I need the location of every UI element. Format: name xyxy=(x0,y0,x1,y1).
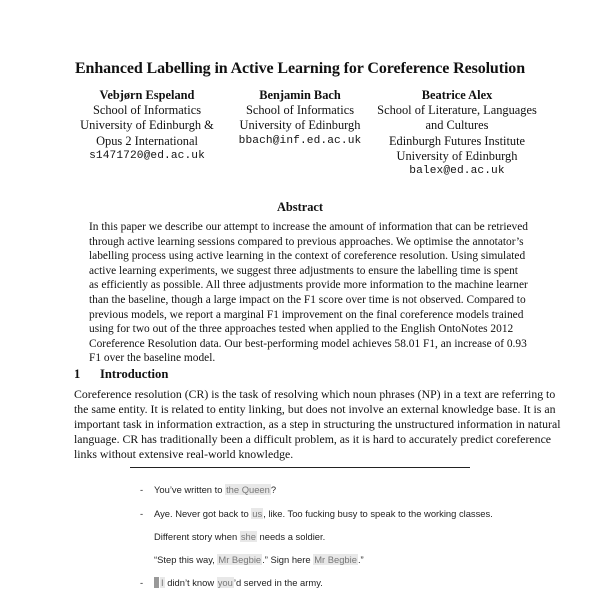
abstract-line: active learning experiments, we suggest three adjustments to ensure the labelling time is spent xyxy=(89,264,518,277)
mention-span[interactable]: you xyxy=(217,577,233,588)
author-affiliation: Opus 2 International xyxy=(96,133,198,148)
figure-top-rule xyxy=(130,467,470,468)
intro-line: Coreference resolution (CR) is the task of resolving which noun phrases (NP) in a text are referring to xyxy=(74,387,556,401)
dialogue-text xyxy=(154,554,364,565)
abstract-line: through active learning sessions compared to previous approaches. We optimise the annotator’s xyxy=(89,235,524,248)
dialogue-text xyxy=(154,484,276,495)
dialogue-segment: You’ve written to xyxy=(154,484,226,495)
author-block-2 xyxy=(228,88,372,149)
abstract-line: than the baseline, though a large impact on the F1 score over time is not observed. Compared to xyxy=(89,293,526,306)
dialogue-segment: “Step this way, xyxy=(154,554,218,565)
author-affiliation: University of Edinburgh xyxy=(239,118,361,133)
intro-line: the same entity. It is related to entity linking, but does not involve an external knowledge base. It is an xyxy=(74,402,556,416)
section-heading-introduction xyxy=(74,367,168,382)
author-affiliation: and Cultures xyxy=(425,118,489,133)
abstract-line: previous models, we report a marginal F1 improvement on the final coreference models trained xyxy=(89,308,524,321)
introduction-text xyxy=(74,387,561,462)
mention-span[interactable]: the Queen xyxy=(226,484,270,495)
paper-title: Enhanced Labelling in Active Learning for Coreference Resolution xyxy=(74,60,526,77)
abstract-line: F1 over the baseline model. xyxy=(89,352,216,365)
mention-span[interactable]: Mr Begbie xyxy=(314,554,357,565)
author-email: s1471720@ed.ac.uk xyxy=(89,149,205,162)
dialogue-text xyxy=(154,531,325,542)
mention-span[interactable]: Mr Begbie xyxy=(218,554,262,565)
dialogue-segment: Aye. Never got back to xyxy=(154,508,252,519)
author-affiliation: School of Literature, Languages xyxy=(377,103,537,118)
abstract-line: labelling process using active learning in the context of coreference resolution. Using simulated xyxy=(89,250,526,263)
mention-span[interactable]: she xyxy=(240,531,256,542)
abstract-line: as efficiently as possible. All three adjustments provide more information to the machine learner xyxy=(89,279,528,292)
author-affiliation: School of Informatics xyxy=(92,103,202,118)
intro-line: language. CR has traditionally been a difficult problem, as it is hard to accurately predict coreference xyxy=(74,432,552,446)
dialogue-segment: ? xyxy=(270,484,277,495)
author-affiliation: University of Edinburgh & xyxy=(80,118,214,133)
author-name: Vebjørn Espeland xyxy=(99,88,195,102)
dialogue-segment: ’d served in the army. xyxy=(233,577,323,588)
author-email: balex@ed.ac.uk xyxy=(409,165,505,178)
dialogue-bullet: - xyxy=(140,508,144,519)
dialogue-bullet: - xyxy=(140,484,144,495)
abstract-text xyxy=(89,220,529,366)
dialogue-segment: needs a soldier. xyxy=(256,531,326,542)
author-affiliation: University of Edinburgh xyxy=(396,148,518,163)
dialogue-segment: Different story when xyxy=(154,531,240,542)
mention-span[interactable]: I xyxy=(161,577,164,588)
abstract-line: using for two out of the three approaches tested when applied to the English OntoNotes 2012 xyxy=(89,323,514,336)
author-name: Benjamin Bach xyxy=(259,88,341,102)
author-email: bbach@inf.ed.ac.uk xyxy=(238,134,362,147)
author-name: Beatrice Alex xyxy=(421,88,493,102)
section-number: 1 xyxy=(74,367,81,381)
abstract-line: In this paper we describe our attempt to increase the amount of information that can be retrieved xyxy=(89,221,529,233)
dialogue-text xyxy=(154,577,323,588)
dialogue-segment: didn’t know xyxy=(164,577,217,588)
author-affiliation: Edinburgh Futures Institute xyxy=(388,133,526,148)
author-block-1 xyxy=(72,88,222,164)
section-title: Introduction xyxy=(100,367,169,381)
author-affiliation: School of Informatics xyxy=(245,103,355,118)
intro-line: important task in information extraction, as a step in structuring the unstructured information in natural xyxy=(74,417,561,431)
abstract-heading: Abstract xyxy=(276,200,324,214)
intro-line: links without extensive real-world knowledge. xyxy=(74,447,294,461)
dialogue-text xyxy=(154,508,493,519)
dialogue-segment: .” Sign here xyxy=(262,554,314,565)
dialogue-segment: .” xyxy=(357,554,364,565)
dialogue-segment: , like. Too fucking busy to speak to the working classes. xyxy=(263,508,493,519)
text-cursor-icon xyxy=(154,577,159,588)
dialogue-bullet: - xyxy=(140,577,144,588)
author-block-3 xyxy=(370,88,544,179)
mention-span[interactable]: us xyxy=(252,508,263,519)
abstract-line: Coreference Resolution data. Our best-performing model achieves 58.01 F1, an increase of 0.93 xyxy=(89,337,527,350)
